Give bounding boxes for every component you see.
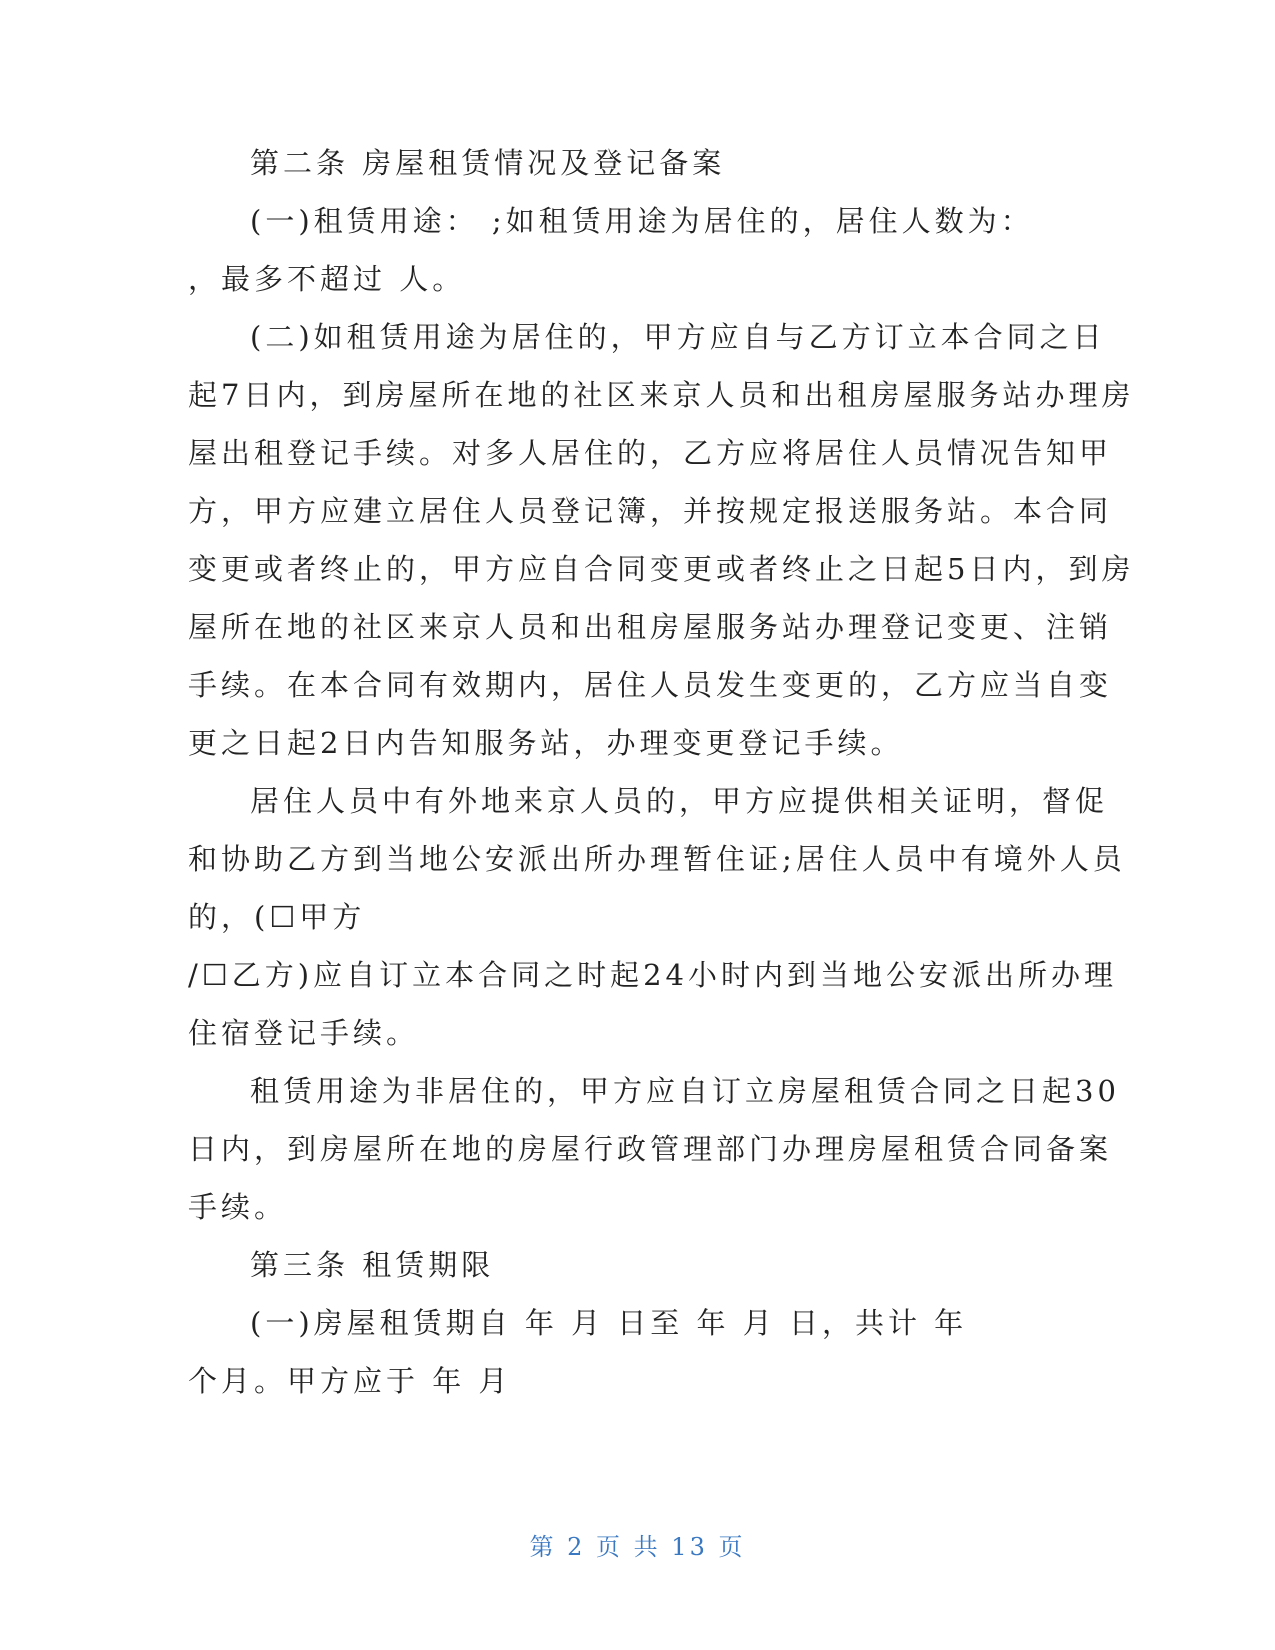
text-line: 日内，到房屋所在地的房屋行政管理部门办理房屋租赁合同备案 (188, 1132, 1113, 1166)
text-line: ，最多不超过 人。 (188, 262, 466, 296)
text-line: 屋出租登记手续。对多人居住的，乙方应将居住人员情况告知甲 (188, 436, 1113, 470)
text-line: 住宿登记手续。 (188, 1016, 420, 1050)
section-heading-article-3: 第三条 租赁期限 (250, 1248, 495, 1282)
text-line: 变更或者终止的，甲方应自合同变更或者终止之日起5日内，到房 (188, 552, 1135, 586)
text-line: (一)租赁用途： ;如租赁用途为居住的，居住人数为： (250, 204, 1034, 238)
text-line: 租赁用途为非居住的，甲方应自订立房屋租赁合同之日起30 (250, 1074, 1120, 1108)
text-line: 的，(☐甲方 (188, 900, 366, 934)
text-line: 更之日起2日内告知服务站，办理变更登记手续。 (188, 726, 904, 760)
text-line: 屋所在地的社区来京人员和出租房屋服务站办理登记变更、注销 (188, 610, 1113, 644)
text-line: /☐乙方)应自订立本合同之时起24小时内到当地公安派出所办理 (188, 958, 1117, 992)
text-line: 居住人员中有外地来京人员的，甲方应提供相关证明，督促 (250, 784, 1109, 818)
text-line: (二)如租赁用途为居住的，甲方应自与乙方订立本合同之日 (250, 320, 1106, 354)
text-line: 手续。 (188, 1190, 288, 1224)
text-line: 手续。在本合同有效期内，居住人员发生变更的，乙方应当自变 (188, 668, 1113, 702)
section-heading-article-2: 第二条 房屋租赁情况及登记备案 (250, 146, 726, 180)
page-number-footer: 第 2 页 共 13 页 (529, 1533, 746, 1561)
text-line: (一)房屋租赁期自 年 月 日至 年 月 日，共计 年 (250, 1306, 968, 1340)
text-line: 个月。甲方应于 年 月 (188, 1364, 512, 1398)
text-line: 和协助乙方到当地公安派出所办理暂住证;居住人员中有境外人员 (188, 842, 1126, 876)
text-line: 起7日内，到房屋所在地的社区来京人员和出租房屋服务站办理房 (188, 378, 1135, 412)
text-line: 方，甲方应建立居住人员登记簿，并按规定报送服务站。本合同 (188, 494, 1113, 528)
